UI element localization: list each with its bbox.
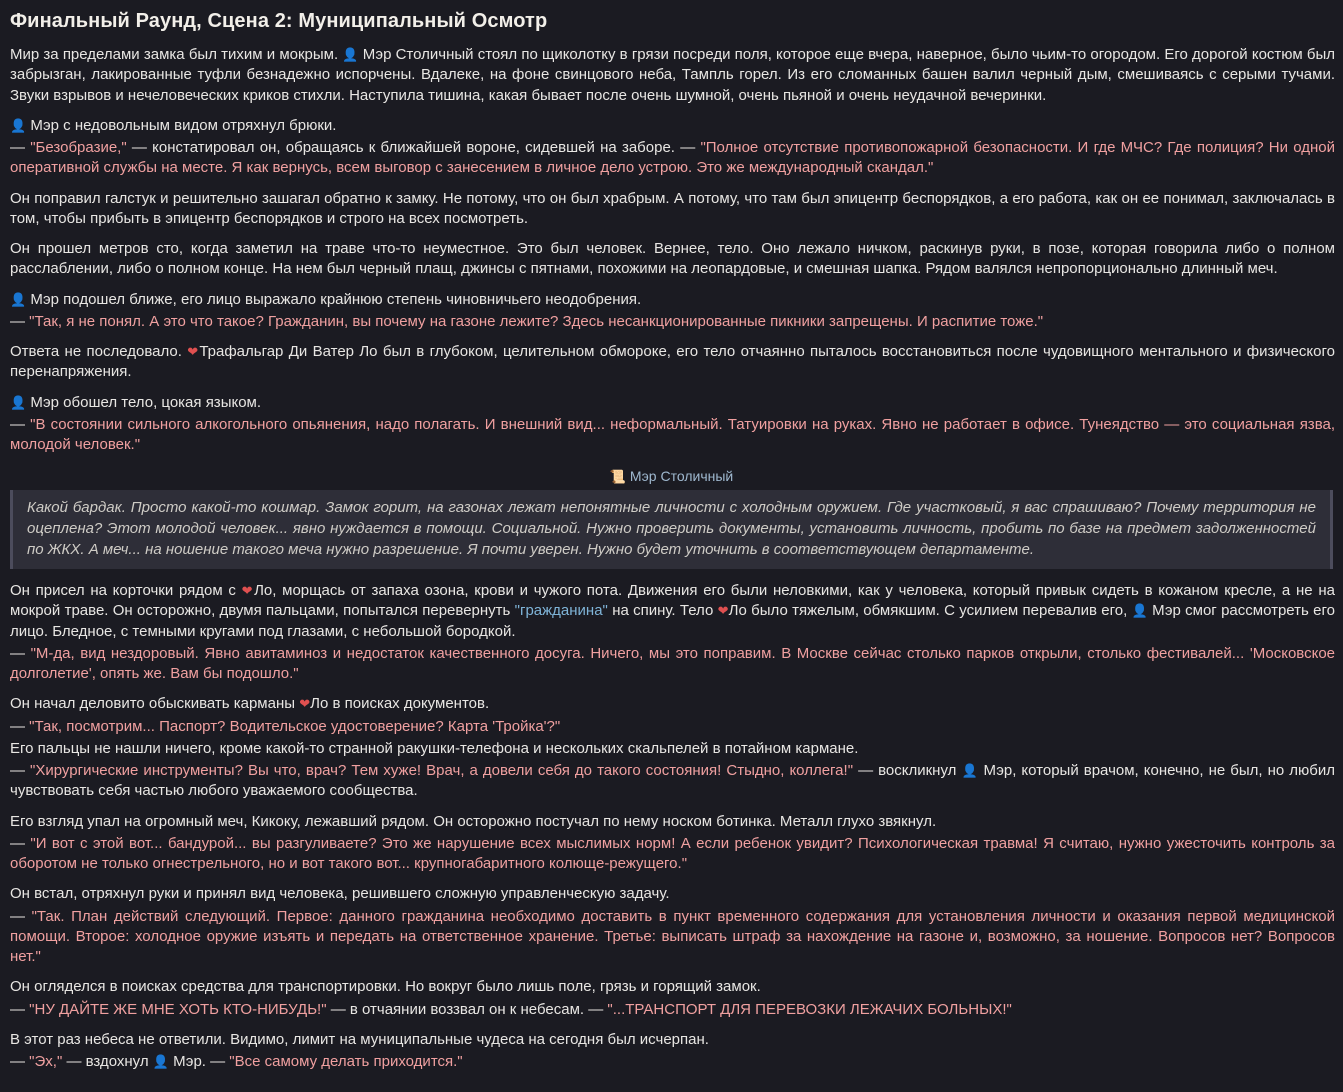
text-segment: Мэр. — xyxy=(168,1053,230,1071)
text-segment: Мир за пределами замка был тихим и мокрым. xyxy=(10,46,343,63)
story-paragraph xyxy=(10,393,1335,413)
story-block xyxy=(8,581,1335,684)
story-section-before-thought xyxy=(8,45,1335,455)
story-paragraph xyxy=(10,1052,1335,1072)
dialogue-text: "Все самому делать приходится." xyxy=(229,1053,463,1071)
text-segment: Мэр подошел ближе, его лицо выражало крайнюю степень чиновничьего неодобрения. xyxy=(26,290,642,308)
story-paragraph xyxy=(10,45,1335,106)
text-segment: Он присел на корточки рядом с xyxy=(10,582,242,600)
dialogue-text: "Так, посмотрим... Паспорт? Водительское удостоверение? Карта 'Тройка'?" xyxy=(29,717,561,735)
dialogue-text: "М-да, вид нездоровый. Явно авитаминоз и недостаток качественного досуга. Ничего, мы это поправим. В Москве сейчас столько парков открыли, столько фестивалей... 'Московское долголетие', опять же. Вам бы подошло." xyxy=(10,644,1335,683)
person-icon: 👤 xyxy=(10,117,27,133)
text-segment: — xyxy=(10,312,30,330)
text-segment: — xyxy=(10,762,31,780)
text-segment: Его взгляд упал на огромный меч, Кикоку, лежавший рядом. Он осторожно постучал по нему носком ботинка. Металл глухо звякнул. xyxy=(10,812,937,830)
story-paragraph xyxy=(10,884,1335,904)
story-paragraph xyxy=(10,907,1335,968)
thought-speaker-header xyxy=(8,467,1335,486)
text-segment: Мэр смог рассмотреть его лицо. Бледное, с темными кругами под глазами, с небольшой бородкой. xyxy=(10,602,1335,640)
text-segment: — xyxy=(10,834,31,852)
text-segment: на спину. Тело xyxy=(607,602,718,620)
dialogue-text: "Эх," xyxy=(29,1053,63,1071)
heart-icon: ❤ xyxy=(187,344,200,359)
text-segment: — констатировал он, обращаясь к ближайшей вороне, сидевшей на заборе. — xyxy=(126,139,701,156)
story-paragraph xyxy=(10,761,1335,802)
text-segment: — xyxy=(10,139,31,156)
story-paragraph xyxy=(10,290,1335,310)
story-section-after-thought xyxy=(8,581,1335,1072)
person-icon: 👤 xyxy=(152,1054,169,1070)
text-segment: — xyxy=(10,415,31,433)
person-icon: 👤 xyxy=(10,291,27,307)
thought-speaker-name: Мэр Столичный xyxy=(629,468,734,485)
story-paragraph xyxy=(10,581,1335,642)
story-paragraph xyxy=(10,415,1335,456)
text-segment: Он встал, отряхнул руки и принял вид человека, решившего сложную управленческую задачу. xyxy=(10,885,670,903)
person-icon: 👤 xyxy=(342,47,359,62)
dialogue-text: "Так, я не понял. А это что такое? Гражданин, вы почему на газоне лежите? Здесь несанкционированные пикники запрещены. И распитие тоже." xyxy=(29,312,1044,330)
story-block xyxy=(8,884,1335,967)
text-segment: — xyxy=(10,907,32,925)
story-block xyxy=(8,45,1335,106)
story-block xyxy=(8,342,1335,383)
dialogue-text: "Так. План действий следующий. Первое: данного гражданина необходимо доставить в пункт временного содержания для установления личности и оказания первой медицинской помощи. Второе: холодное оружие изъять и передать на ответственное хранение. Третье: выписать штраф за нахождение на газоне и, возможно, за ношение. Вопросов нет? Вопросов нет." xyxy=(10,907,1335,966)
story-block xyxy=(8,977,1335,1020)
text-segment: Ло, морщась от запаха озона, крови и чужого пота. Движения его были неловкими, как у человека, который привык сидеть в кожаном кресле, а не на мокрой траве. Он осторожно, двумя пальцами, попытался перевернуть xyxy=(10,582,1335,620)
text-segment: — xyxy=(10,717,30,735)
story-paragraph xyxy=(10,812,1335,832)
dialogue-text: "Хирургические инструменты? Вы что, врач? Тем хуже! Врач, а довели себя до такого состояния! Стыдно, коллега!" xyxy=(30,762,854,780)
dialogue-text: "НУ ДАЙТЕ ЖЕ МНЕ ХОТЬ КТО-НИБУДЬ!" xyxy=(29,1000,327,1018)
text-segment: Мэр обошел тело, цокая языком. xyxy=(26,393,262,411)
story-paragraph xyxy=(10,694,1335,714)
story-block xyxy=(8,239,1335,280)
dialogue-text: "Безобразие," xyxy=(30,139,127,156)
text-segment: Ло было тяжелым, обмякшим. С усилием перевалив его, xyxy=(728,602,1132,620)
story-paragraph xyxy=(10,312,1335,332)
story-paragraph xyxy=(10,239,1335,280)
dialogue-text: "Полное отсутствие противопожарной безопасности. И где МЧС? Где полиция? Ни одной оперативной службы на месте. Я как вернусь, всем выговор с занесением в личное дело устрою. Это же международный скандал." xyxy=(10,139,1335,177)
thought-box: Какой бардак. Просто какой-то кошмар. Замок горит, на газонах лежат непонятные личности с холодным оружием. Где участковый, я вас спрашиваю? Почему территория не оцеплена? Этот молодой человек... явно нуждается в помощи. Социальной. Нужно проверить документы, установить личность, пробить по базе на предмет задолженностей по ЖКХ. А меч... на ношение такого меча нужно разрешение. Я почти уверен. Нужно будет уточнить в соответствующем департаменте. xyxy=(10,490,1333,569)
text-segment: Он начал деловито обыскивать карманы xyxy=(10,695,300,713)
dialogue-text: "...ТРАНСПОРТ ДЛЯ ПЕРЕВОЗКИ ЛЕЖАЧИХ БОЛЬНЫХ!" xyxy=(607,1000,1012,1018)
story-paragraph xyxy=(10,138,1335,179)
story-block xyxy=(8,393,1335,456)
text-segment: — xyxy=(10,644,31,662)
person-icon: 👤 xyxy=(961,763,979,779)
heart-icon: ❤ xyxy=(717,603,729,619)
text-segment: — xyxy=(10,1053,30,1071)
heart-icon: ❤ xyxy=(241,583,255,599)
text-segment: — xyxy=(10,1000,30,1018)
story-block xyxy=(8,694,1335,801)
story-paragraph xyxy=(10,834,1335,875)
story-block xyxy=(8,1030,1335,1073)
text-segment: — вздохнул xyxy=(62,1053,153,1071)
text-segment: Мэр, который врачом, конечно, не был, но любил чувствовать себя частью любого уважаемого сообщества. xyxy=(10,762,1335,800)
text-segment: — в отчаянии воззвал он к небесам. — xyxy=(326,1000,608,1018)
text-segment: Мэр Столичный стоял по щиколотку в грязи посреди поля, которое еще вчера, наверное, было чьим-то огородом. Его дорогой костюм был забрызган, лакированные туфли безнадежно испорчены. Вдалеке, на фоне свинцового неба, Тампль горел. Из его сломанных башен валил черный дым, смешиваясь с серыми тучами. Звуки взрывов и нечеловеческих криков стихли. Наступила тишина, какая бывает после очень шумной, очень пьяной и очень неудачной вечеринки. xyxy=(10,46,1336,104)
story-block xyxy=(8,189,1335,230)
text-segment: Он поправил галстук и решительно зашагал обратно к замку. Не потому, что он был храбрым. А потому, что там был эпицентр беспорядков, а его работа, как он ее понимал, заключалась в том, чтобы прибыть в эпицентр беспорядков и строго на всех посмотреть. xyxy=(10,189,1335,227)
text-segment: Его пальцы не нашли ничего, кроме какой-то странной ракушки-телефона и нескольких скальпелей в потайном кармане. xyxy=(10,739,859,757)
story-paragraph xyxy=(10,644,1335,685)
story-paragraph xyxy=(10,1030,1335,1050)
story-paragraph xyxy=(10,116,1335,136)
story-paragraph xyxy=(10,739,1335,759)
text-segment: Мэр с недовольным видом отряхнул брюки. xyxy=(26,116,337,134)
story-paragraph xyxy=(10,977,1335,997)
story-paragraph xyxy=(10,342,1335,383)
text-segment: В этот раз небеса не ответили. Видимо, лимит на муниципальные чудеса на сегодня был исчерпан. xyxy=(10,1030,709,1048)
dialogue-text: "И вот с этой вот... бандурой... вы разгуливаете? Это же нарушение всех мыслимых норм! А если ребенок увидит? Психологическая травма! Я считаю, нужно ужесточить контроль за оборотом не только огнестрельного, но и вот такого вот... крупногабаритного колюще-режущего." xyxy=(10,834,1335,873)
story-paragraph xyxy=(10,717,1335,737)
heart-icon: ❤ xyxy=(299,696,311,712)
text-segment: Трафальгар Ди Ватер Ло был в глубоком, целительном обмороке, его тело отчаянно пыталось восстановиться после чудовищного ментального и физического перенапряжения. xyxy=(10,343,1335,381)
text-segment: Ло в поисках документов. xyxy=(310,695,490,713)
text-segment: Он прошел метров сто, когда заметил на траве что-то неуместное. Это был человек. Вернее, тело. Оно лежало ничком, раскинув руки, в позе, которая говорила либо о полном расслаблении, либо о полном конце. На нем был черный плащ, джинсы с пятнами, похожими на леопардовые, и смешная шапка. Рядом валялся непропорционально длинный меч. xyxy=(10,240,1335,278)
text-segment: — воскликнул xyxy=(853,762,962,780)
person-icon: 👤 xyxy=(10,394,27,410)
text-segment: Ответа не последовало. xyxy=(10,343,188,360)
scroll-icon: 📜 xyxy=(609,469,626,485)
person-icon: 👤 xyxy=(1131,603,1148,619)
quoted-term: "гражданина" xyxy=(514,602,608,620)
story-block xyxy=(8,116,1335,179)
page-title: Финальный Раунд, Сцена 2: Муниципальный Осмотр xyxy=(10,10,548,32)
dialogue-text: "В состоянии сильного алкогольного опьянения, надо полагать. И внешний вид... неформальный. Татуировки на руках. Явно не работает в офисе. Тунеядство — это социальная язва, молодой человек." xyxy=(10,415,1335,453)
story-block xyxy=(8,812,1335,875)
story-paragraph xyxy=(10,189,1335,230)
story-block xyxy=(8,290,1335,333)
story-paragraph xyxy=(10,1000,1335,1020)
text-segment: Он огляделся в поисках средства для транспортировки. Но вокруг было лишь поле, грязь и горящий замок. xyxy=(10,978,761,996)
